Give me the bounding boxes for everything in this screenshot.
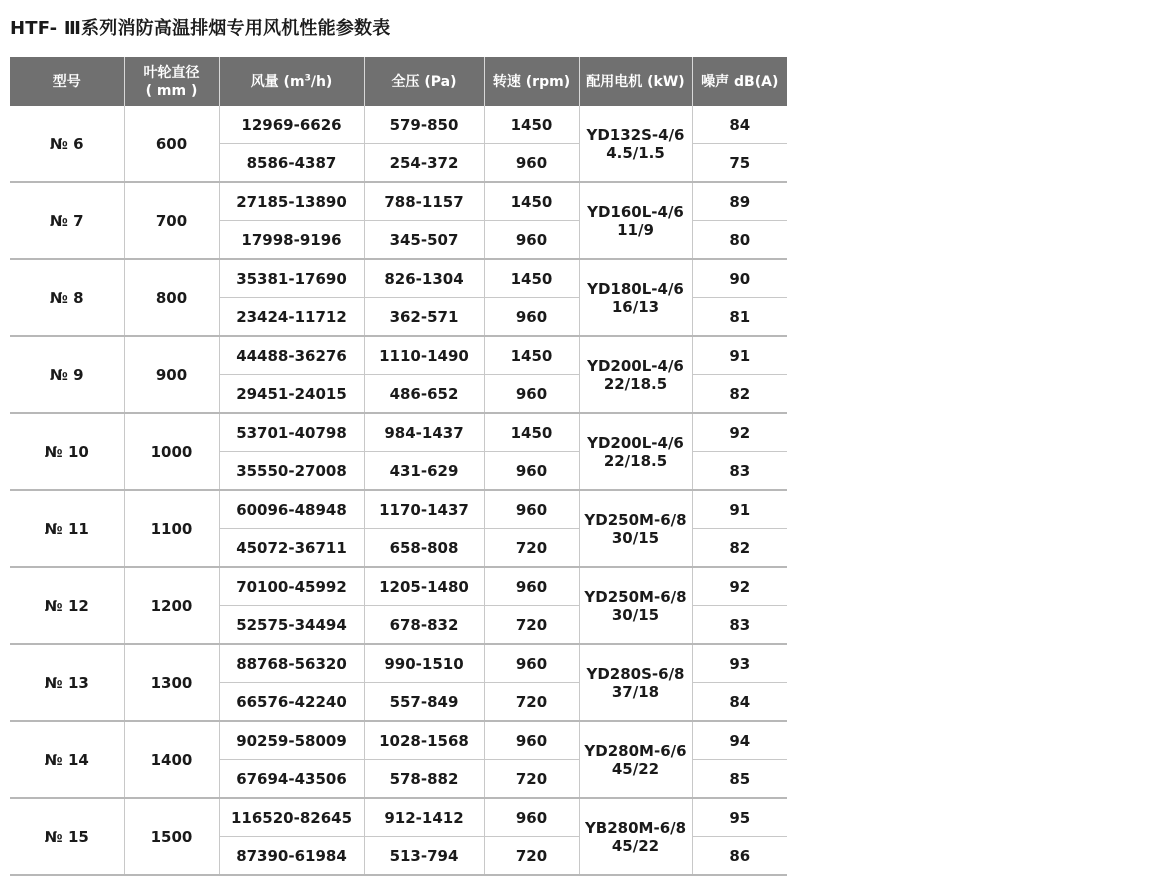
motor-power: 4.5/1.5 — [606, 143, 665, 162]
impeller-diameter-cell: 1300 — [124, 644, 219, 721]
speed-cell: 1450 — [484, 336, 579, 375]
speed-cell: 1450 — [484, 106, 579, 144]
header-airflow-unit-tail: /h) — [310, 73, 333, 90]
motor-type: YB280M-6/8 — [584, 818, 687, 837]
speed-cell: 960 — [484, 567, 579, 606]
table-row — [10, 798, 787, 837]
speed-cell: 960 — [484, 221, 579, 260]
motor-cell — [579, 644, 692, 721]
motor-type: YD250M-6/8 — [584, 510, 687, 529]
model-cell: № 11 — [10, 490, 124, 567]
impeller-diameter-cell: 1200 — [124, 567, 219, 644]
header-airflow-superscript: 3 — [304, 72, 311, 83]
model-cell: № 7 — [10, 182, 124, 259]
airflow-cell: 17998-9196 — [219, 221, 364, 260]
total-pressure-cell: 1110-1490 — [364, 336, 484, 375]
noise-cell: 85 — [692, 760, 787, 799]
fan-performance-table — [10, 57, 787, 876]
table-body — [10, 106, 787, 875]
table-row — [10, 567, 787, 606]
airflow-cell: 12969-6626 — [219, 106, 364, 144]
airflow-cell: 90259-58009 — [219, 721, 364, 760]
motor-cell — [579, 182, 692, 259]
header-noise: 噪声 dB(A) — [692, 57, 787, 106]
header-diameter-unit: ( mm ) — [145, 82, 198, 99]
total-pressure-cell: 1205-1480 — [364, 567, 484, 606]
motor-cell — [579, 798, 692, 875]
header-total-pressure: 全压 (Pa) — [364, 57, 484, 106]
motor-power: 45/22 — [611, 759, 660, 778]
table-row — [10, 721, 787, 760]
airflow-cell: 87390-61984 — [219, 837, 364, 876]
noise-cell: 83 — [692, 606, 787, 645]
header-airflow — [219, 57, 364, 106]
motor-cell — [579, 567, 692, 644]
model-cell: № 12 — [10, 567, 124, 644]
noise-cell: 91 — [692, 490, 787, 529]
noise-cell: 93 — [692, 644, 787, 683]
noise-cell: 80 — [692, 221, 787, 260]
header-impeller-diameter — [124, 57, 219, 106]
airflow-cell: 45072-36711 — [219, 529, 364, 568]
motor-type: YD180L-4/6 — [587, 279, 684, 298]
speed-cell: 960 — [484, 452, 579, 491]
motor-power: 30/15 — [611, 528, 660, 547]
impeller-diameter-cell: 700 — [124, 182, 219, 259]
noise-cell: 82 — [692, 375, 787, 414]
speed-cell: 960 — [484, 798, 579, 837]
airflow-cell: 116520-82645 — [219, 798, 364, 837]
motor-cell — [579, 336, 692, 413]
total-pressure-cell: 1028-1568 — [364, 721, 484, 760]
total-pressure-cell: 431-629 — [364, 452, 484, 491]
speed-cell: 720 — [484, 529, 579, 568]
motor-power: 22/18.5 — [603, 374, 668, 393]
noise-cell: 91 — [692, 336, 787, 375]
motor-type: YD132S-4/6 — [586, 125, 685, 144]
noise-cell: 83 — [692, 452, 787, 491]
speed-cell: 960 — [484, 490, 579, 529]
motor-cell — [579, 490, 692, 567]
motor-type: YD250M-6/8 — [584, 587, 687, 606]
motor-cell — [579, 413, 692, 490]
noise-cell: 95 — [692, 798, 787, 837]
noise-cell: 90 — [692, 259, 787, 298]
total-pressure-cell: 990-1510 — [364, 644, 484, 683]
header-motor: 配用电机 (kW) — [579, 57, 692, 106]
total-pressure-cell: 678-832 — [364, 606, 484, 645]
total-pressure-cell: 578-882 — [364, 760, 484, 799]
model-cell: № 13 — [10, 644, 124, 721]
motor-power: 37/18 — [611, 682, 660, 701]
total-pressure-cell: 912-1412 — [364, 798, 484, 837]
total-pressure-cell: 788-1157 — [364, 182, 484, 221]
speed-cell: 960 — [484, 721, 579, 760]
document-title: HTF- Ⅲ系列消防高温排烟专用风机性能参数表 — [10, 18, 391, 39]
speed-cell: 1450 — [484, 182, 579, 221]
speed-cell: 1450 — [484, 413, 579, 452]
motor-power: 16/13 — [611, 297, 660, 316]
speed-cell: 960 — [484, 644, 579, 683]
table-row — [10, 106, 787, 144]
airflow-cell: 52575-34494 — [219, 606, 364, 645]
motor-power: 11/9 — [617, 220, 654, 239]
total-pressure-cell: 984-1437 — [364, 413, 484, 452]
total-pressure-cell: 826-1304 — [364, 259, 484, 298]
motor-type: YD200L-4/6 — [587, 356, 684, 375]
model-cell: № 6 — [10, 106, 124, 182]
airflow-cell: 44488-36276 — [219, 336, 364, 375]
airflow-cell: 29451-24015 — [219, 375, 364, 414]
model-cell: № 8 — [10, 259, 124, 336]
impeller-diameter-cell: 1000 — [124, 413, 219, 490]
speed-cell: 960 — [484, 144, 579, 183]
noise-cell: 81 — [692, 298, 787, 337]
airflow-cell: 67694-43506 — [219, 760, 364, 799]
table-row — [10, 644, 787, 683]
motor-type: YD280S-6/8 — [586, 664, 685, 683]
noise-cell: 84 — [692, 106, 787, 144]
model-cell: № 9 — [10, 336, 124, 413]
noise-cell: 84 — [692, 683, 787, 722]
motor-type: YD280M-6/6 — [584, 741, 687, 760]
motor-type: YD160L-4/6 — [587, 202, 684, 221]
airflow-cell: 88768-56320 — [219, 644, 364, 683]
table-row — [10, 259, 787, 298]
airflow-cell: 70100-45992 — [219, 567, 364, 606]
noise-cell: 86 — [692, 837, 787, 876]
total-pressure-cell: 345-507 — [364, 221, 484, 260]
motor-power: 45/22 — [611, 836, 660, 855]
airflow-cell: 27185-13890 — [219, 182, 364, 221]
table-row — [10, 413, 787, 452]
total-pressure-cell: 362-571 — [364, 298, 484, 337]
speed-cell: 960 — [484, 298, 579, 337]
total-pressure-cell: 486-652 — [364, 375, 484, 414]
noise-cell: 82 — [692, 529, 787, 568]
noise-cell: 89 — [692, 182, 787, 221]
speed-cell: 720 — [484, 606, 579, 645]
total-pressure-cell: 254-372 — [364, 144, 484, 183]
motor-power: 22/18.5 — [603, 451, 668, 470]
airflow-cell: 35381-17690 — [219, 259, 364, 298]
motor-cell — [579, 106, 692, 182]
impeller-diameter-cell: 1500 — [124, 798, 219, 875]
table-row — [10, 336, 787, 375]
airflow-cell: 8586-4387 — [219, 144, 364, 183]
airflow-cell: 53701-40798 — [219, 413, 364, 452]
motor-cell — [579, 259, 692, 336]
impeller-diameter-cell: 800 — [124, 259, 219, 336]
speed-cell: 720 — [484, 760, 579, 799]
total-pressure-cell: 579-850 — [364, 106, 484, 144]
header-diameter-label: 叶轮直径 — [143, 64, 200, 81]
speed-cell: 720 — [484, 837, 579, 876]
model-cell: № 14 — [10, 721, 124, 798]
motor-type: YD200L-4/6 — [587, 433, 684, 452]
speed-cell: 960 — [484, 375, 579, 414]
motor-cell — [579, 721, 692, 798]
airflow-cell: 66576-42240 — [219, 683, 364, 722]
impeller-diameter-cell: 1400 — [124, 721, 219, 798]
total-pressure-cell: 557-849 — [364, 683, 484, 722]
noise-cell: 75 — [692, 144, 787, 183]
airflow-cell: 23424-11712 — [219, 298, 364, 337]
total-pressure-cell: 658-808 — [364, 529, 484, 568]
impeller-diameter-cell: 1100 — [124, 490, 219, 567]
impeller-diameter-cell: 600 — [124, 106, 219, 182]
table-row — [10, 490, 787, 529]
noise-cell: 92 — [692, 413, 787, 452]
noise-cell: 92 — [692, 567, 787, 606]
speed-cell: 1450 — [484, 259, 579, 298]
total-pressure-cell: 513-794 — [364, 837, 484, 876]
table-row — [10, 182, 787, 221]
noise-cell: 94 — [692, 721, 787, 760]
speed-cell: 720 — [484, 683, 579, 722]
header-airflow-text: 风量 (m — [250, 73, 305, 90]
header-model: 型号 — [10, 57, 124, 106]
airflow-cell: 35550-27008 — [219, 452, 364, 491]
motor-power: 30/15 — [611, 605, 660, 624]
airflow-cell: 60096-48948 — [219, 490, 364, 529]
table-header-row — [10, 57, 787, 106]
model-cell: № 15 — [10, 798, 124, 875]
impeller-diameter-cell: 900 — [124, 336, 219, 413]
total-pressure-cell: 1170-1437 — [364, 490, 484, 529]
model-cell: № 10 — [10, 413, 124, 490]
header-speed: 转速 (rpm) — [484, 57, 579, 106]
